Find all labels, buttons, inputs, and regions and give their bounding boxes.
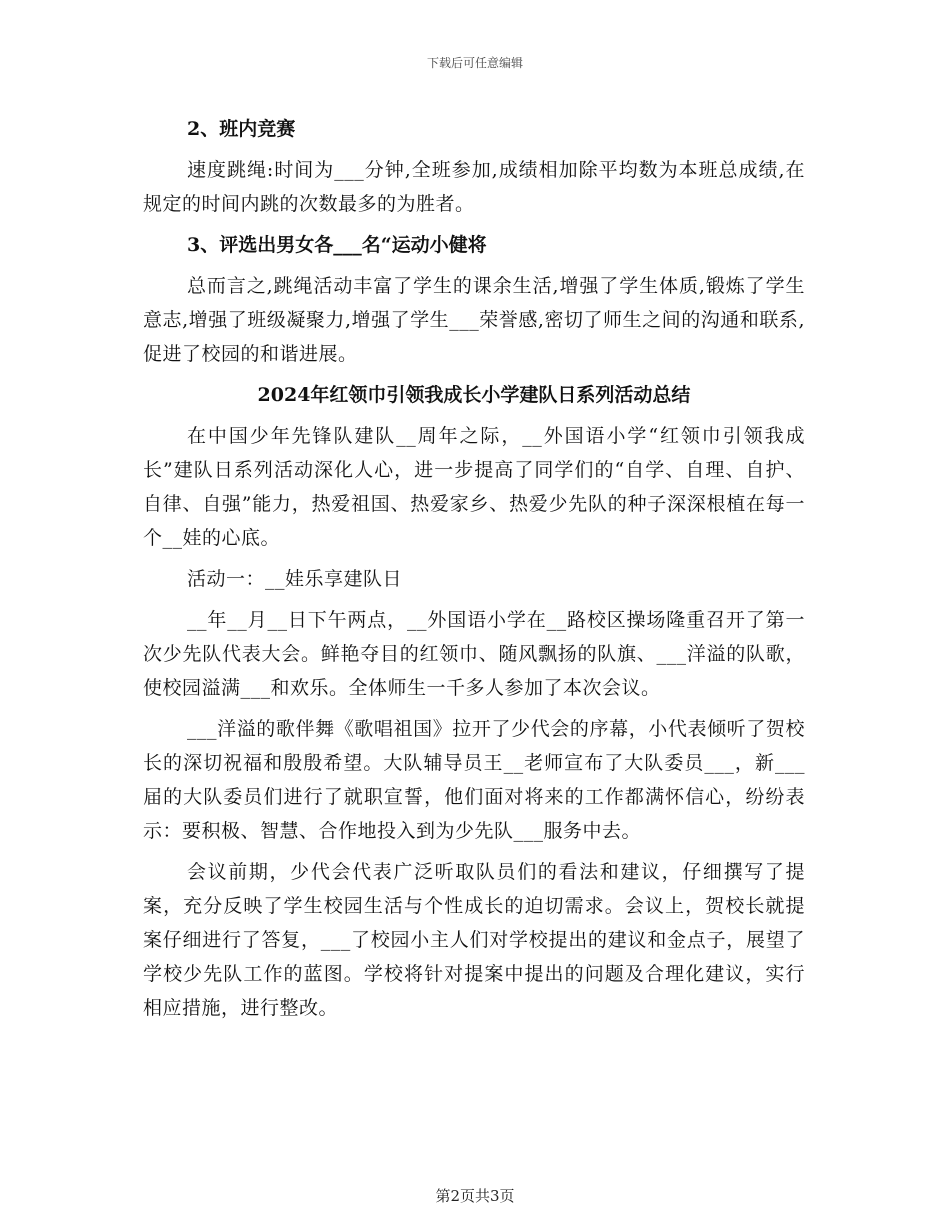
document-body <box>143 112 805 1032</box>
paragraph-song-dance: ___洋溢的歌伴舞《歌唱祖国》拉开了少代会的序幕，小代表倾听了贺校长的深切祝福和殷殷希望。大队辅导员王__老师宣布了大队委员___，新___届的大队委员们进行了就职宣誓，他们面对将来的工作都满怀信心，纷纷表示：要积极、智慧、合作地投入到为少先队___服务中去。 <box>143 718 805 842</box>
paragraph-summary: 总而言之,跳绳活动丰富了学生的课余生活,增强了学生体质,锻炼了学生意志,增强了班级凝聚力,增强了学生___荣誉感,密切了师生之间的沟通和联系,促进了校园的和谐进展。 <box>143 275 805 365</box>
paragraph-congress: __年__月__日下午两点，__外国语小学在__路校区操场隆重召开了第一次少先队代表大会。鲜艳夺目的红领巾、随风飘扬的队旗、___洋溢的队歌，使校园溢满___和欢乐。全体师生一千多人参加了本次会议。 <box>143 609 805 699</box>
paragraph-activity-one-label: 活动一：__娃乐享建队日 <box>187 568 403 590</box>
section-heading-sports-stars: 3、评选出男女各___名“运动小健将 <box>187 234 487 256</box>
article-title: 2024年红领巾引领我成长小学建队日系列活动总结 <box>257 384 691 406</box>
section-heading-class-competition: 2、班内竞赛 <box>187 118 296 140</box>
paragraph-speed-skipping: 速度跳绳:时间为___分钟,全班参加,成绩相加除平均数为本班总成绩,在规定的时间内跳的次数最多的为胜者。 <box>143 159 805 215</box>
paragraph-proposals: 会议前期，少代会代表广泛听取队员们的看法和建议，仔细撰写了提案，充分反映了学生校园生活与个性成长的迫切需求。会议上，贺校长就提案仔细进行了答复，___了校园小主人们对学校提出的建议和金点子，展望了学校少先队工作的蓝图。学校将针对提案中提出的问题及合理化建议，实行相应措施，进行整改。 <box>143 861 805 1019</box>
page-number-footer: 第2页共3页 <box>435 1187 515 1205</box>
page-header-note: 下载后可任意编辑 <box>426 56 523 70</box>
paragraph-intro: 在中国少年先锋队建队__周年之际，__外国语小学“红领巾引领我成长”建队日系列活动深化人心，进一步提高了同学们的“自学、自理、自护、自律、自强”能力，热爱祖国、热爱家乡、热爱少先队的种子深深根植在每一个__娃的心底。 <box>143 425 805 549</box>
